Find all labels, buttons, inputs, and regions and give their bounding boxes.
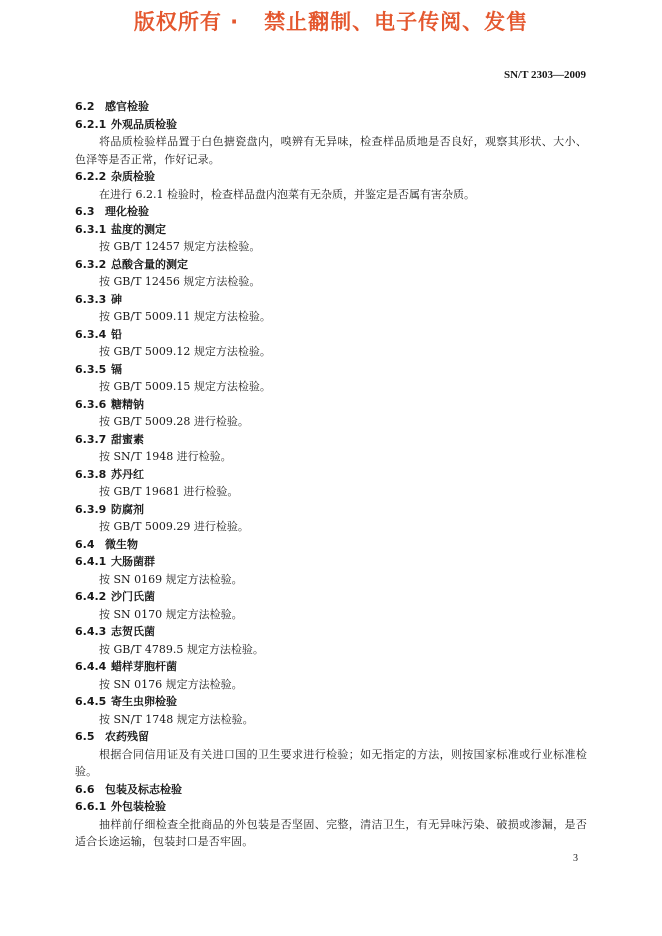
section-heading <box>75 536 587 554</box>
section-heading <box>75 693 587 711</box>
section-number: 6.3 <box>75 205 95 218</box>
section-heading <box>75 728 587 746</box>
section-number: 6.6.1 <box>75 800 107 813</box>
section-number: 6.4 <box>75 537 95 551</box>
section-text: 按 SN 0170 规定方法检验。 <box>99 607 243 621</box>
section-text: 按 GB/T 5009.15 规定方法检验。 <box>99 380 271 393</box>
section-title: 苏丹红 <box>111 467 144 481</box>
section-number: 6.3.6 <box>75 397 107 411</box>
section-number: 6.3.5 <box>75 362 107 376</box>
section-heading <box>75 553 587 571</box>
section-heading <box>75 168 587 186</box>
section-number: 6.4.4 <box>75 660 107 673</box>
section-title: 感官检验 <box>105 100 149 113</box>
section-title: 外观品质检验 <box>111 117 177 131</box>
section-number: 6.6 <box>75 782 95 796</box>
section-title: 沙门氏菌 <box>111 590 155 603</box>
section-title: 包装及标志检验 <box>105 782 182 796</box>
section-title: 蜡样芽胞杆菌 <box>111 660 177 673</box>
section-number: 6.4.5 <box>75 695 107 708</box>
section-number: 6.4.1 <box>75 555 107 568</box>
section-number: 6.3.3 <box>75 292 107 306</box>
section-number: 6.3.4 <box>75 327 107 341</box>
section-heading <box>75 588 587 606</box>
section-title: 铅 <box>111 327 122 341</box>
section-number: 6.3.1 <box>75 222 107 236</box>
section-title: 寄生虫卵检验 <box>111 695 177 708</box>
section-number: 6.3.2 <box>75 257 107 271</box>
section-heading <box>75 623 587 641</box>
section-number: 6.3.7 <box>75 432 107 446</box>
section-text: 按 GB/T 19681 进行检验。 <box>99 485 239 498</box>
section-heading <box>75 203 587 221</box>
section-title: 镉 <box>111 362 122 376</box>
section-text: 按 GB/T 5009.12 规定方法检验。 <box>99 345 271 358</box>
page-number: 3 <box>573 853 578 864</box>
section-text: 按 GB/T 5009.11 规定方法检验。 <box>99 310 271 323</box>
copyright-watermark: 版权所有 · 禁止翻制、电子传阅、发售 <box>133 10 529 34</box>
section-title: 甜蜜素 <box>111 432 144 446</box>
section-text: 按 GB/T 5009.28 进行检验。 <box>99 415 249 428</box>
section-heading <box>75 501 587 519</box>
section-heading <box>75 798 587 816</box>
section-heading <box>75 326 587 344</box>
section-title: 防腐剂 <box>111 502 144 516</box>
section-title: 农药残留 <box>105 730 149 743</box>
section-title: 总酸含量的测定 <box>111 257 188 271</box>
section-heading <box>75 658 587 676</box>
section-heading <box>75 361 587 379</box>
section-text: 按 SN/T 1948 进行检验。 <box>99 450 232 463</box>
section-text: 按 GB/T 4789.5 规定方法检验。 <box>99 642 264 656</box>
section-title: 砷 <box>111 292 122 306</box>
section-text: 在进行 6.2.1 检验时，检查样品盘内泡菜有无杂质，并鉴定是否属有害杂质。 <box>99 187 475 201</box>
section-number: 6.4.3 <box>75 625 107 638</box>
section-title: 杂质检验 <box>111 170 155 183</box>
section-heading <box>75 466 587 484</box>
section-text: 按 SN 0176 规定方法检验。 <box>99 677 243 691</box>
section-number: 6.2 <box>75 100 95 113</box>
section-heading <box>75 431 587 449</box>
section-title: 大肠菌群 <box>111 555 155 568</box>
section-title: 盐度的测定 <box>111 222 166 236</box>
section-heading <box>75 221 587 239</box>
section-heading <box>75 116 587 134</box>
section-number: 6.2.1 <box>75 117 107 131</box>
standard-code: SN/T 2303—2009 <box>503 69 586 81</box>
section-text: 按 SN 0169 规定方法检验。 <box>99 572 243 586</box>
section-heading <box>75 98 587 116</box>
section-text: 按 GB/T 12456 规定方法检验。 <box>99 275 261 288</box>
section-text: 抽样前仔细检查全批商品的外包装是否坚固、完整，清洁卫生，有无异味污染、破损或渗漏，是否适合长途运输，包装封口是否牢固。 <box>75 817 587 848</box>
section-text: 按 SN/T 1748 规定方法检验。 <box>99 712 254 726</box>
section-number: 6.3.9 <box>75 502 107 516</box>
section-title: 外包装检验 <box>111 800 166 813</box>
section-heading <box>75 396 587 414</box>
section-number: 6.3.8 <box>75 467 107 481</box>
section-text: 根据合同信用证及有关进口国的卫生要求进行检验；如无指定的方法，则按国家标准或行业标准检验。 <box>75 747 587 778</box>
section-number: 6.4.2 <box>75 590 107 603</box>
section-title: 志贺氏菌 <box>111 625 155 638</box>
section-number: 6.2.2 <box>75 170 107 183</box>
document-body <box>75 98 587 851</box>
section-text: 将品质检验样品置于白色搪瓷盘内，嗅辨有无异味，检查样品质地是否良好，观察其形状、大小、色泽等是否正常，作好记录。 <box>75 135 587 166</box>
section-title: 微生物 <box>105 537 138 551</box>
section-text: 按 GB/T 5009.29 进行检验。 <box>99 520 249 533</box>
section-text: 按 GB/T 12457 规定方法检验。 <box>99 240 261 253</box>
section-heading <box>75 256 587 274</box>
section-title: 糖精钠 <box>111 397 144 411</box>
section-heading <box>75 291 587 309</box>
section-heading <box>75 781 587 799</box>
section-number: 6.5 <box>75 730 95 743</box>
section-title: 理化检验 <box>105 205 149 218</box>
